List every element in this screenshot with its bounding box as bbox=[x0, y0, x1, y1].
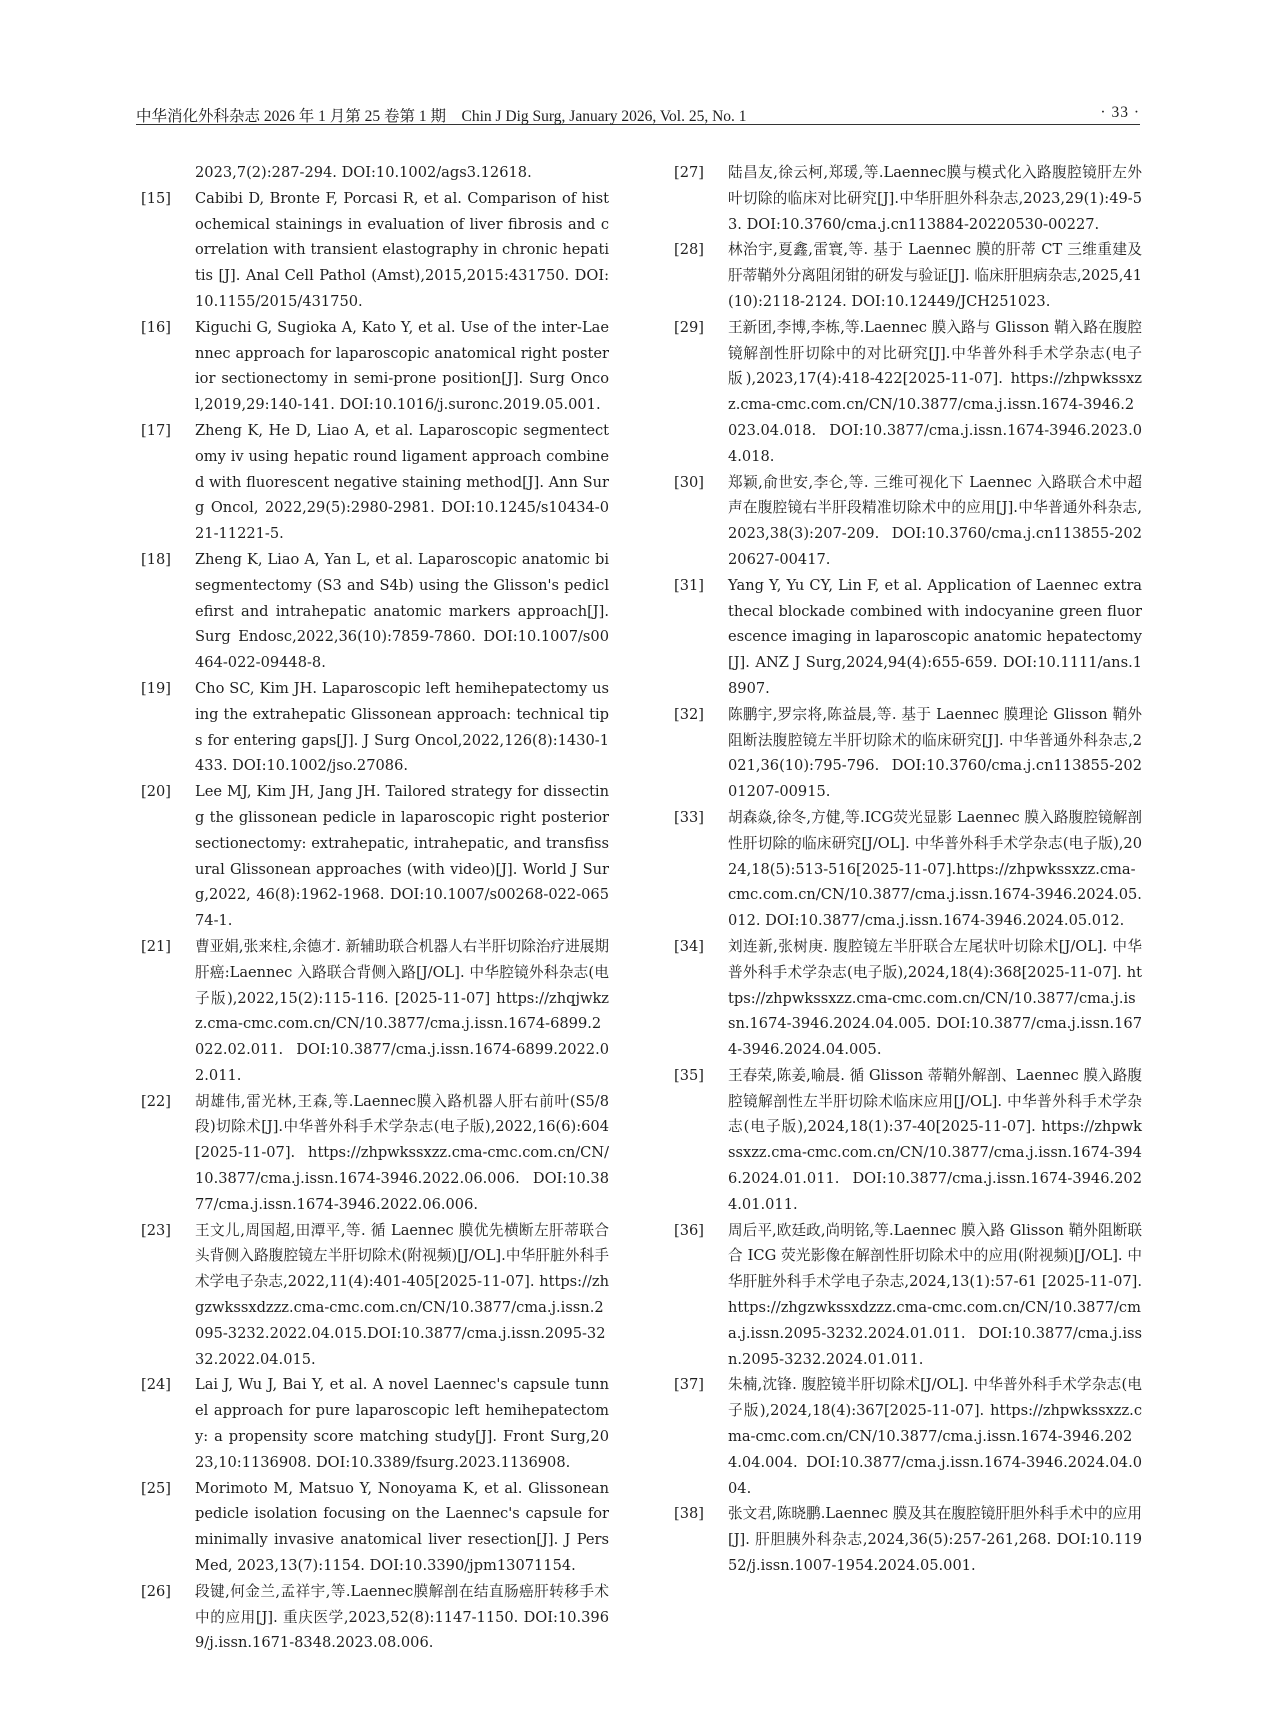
reference-item bbox=[141, 1218, 609, 1373]
reference-text: 周后平,欧廷政,尚明铭,等.Laennec 膜入路 Glisson 鞘外阻断联合 ICG 荧光影像在解剖性肝切除术中的应用(附视频)[J/OL]. 中华肝脏外科手术学电子杂志,2024,13(1):57-61 [2025-11-07]. https://zhgzwkssxdzzz.cma-cmc.com.cn/CN/10.3877/cma.j.issn.2095-3232.2024.01.011. DOI:10.3877/cma.j.issn.2095-3232.2024.01.011. bbox=[728, 1221, 1142, 1368]
reference-item bbox=[674, 573, 1142, 702]
reference-text: Kiguchi G, Sugioka A, Kato Y, et al. Use of the inter-Laennec approach for laparoscopic anatomical right posterior sectionectomy in semi-prone position[J]. Surg Oncol,2019,29:140-141. DOI:10.1016/j.suronc.2019.05.001. bbox=[195, 318, 609, 414]
reference-number: [30] bbox=[674, 473, 704, 491]
reference-number: [31] bbox=[674, 576, 704, 594]
reference-item bbox=[674, 805, 1142, 934]
reference-number: [29] bbox=[674, 318, 704, 336]
reference-text: 胡雄伟,雷光林,王森,等.Laennec膜入路机器人肝右前叶(S5/8段)切除术[J].中华普外科手术学杂志(电子版),2022,16(6):604[2025-11-07]. https://zhpwkssxzz.cma-cmc.com.cn/CN/10.3877/cma.j.issn.1674-3946.2022.06.006. DOI:10.3877/cma.j.issn.1674-3946.2022.06.006. bbox=[195, 1092, 609, 1213]
reference-item bbox=[674, 1218, 1142, 1373]
reference-number: [37] bbox=[674, 1376, 704, 1394]
reference-text: 曹亚娟,张来柱,余德才. 新辅助联合机器人右半肝切除治疗进展期肝癌:Laennec 入路联合背侧入路[J/OL]. 中华腔镜外科杂志(电子版),2022,15(2):115-116. [2025-11-07] https://zhqjwkzz.cma-cmc.com.cn/CN/10.3877/cma.j.issn.1674-6899.2022.02.011. DOI:10.3877/cma.j.issn.1674-6899.2022.02.011. bbox=[195, 937, 609, 1084]
reference-text: Morimoto M, Matsuo Y, Nonoyama K, et al. Glissonean pedicle isolation focusing on the Laennec's capsule for minimally invasive anatomical liver resection[J]. J Pers Med, 2023,13(7):1154. DOI:10.3390/jpm13071154. bbox=[195, 1479, 609, 1575]
reference-number: [36] bbox=[674, 1221, 704, 1239]
reference-text: 王春荣,陈姜,喻晨. 循 Glisson 蒂鞘外解剖、Laennec 膜入路腹腔镜解剖性左半肝切除术临床应用[J/OL]. 中华普外科手术学杂志(电子版),2024,18(1):37-40[2025-11-07]. https://zhpwkssxzz.cma-cmc.com.cn/CN/10.3877/cma.j.issn.1674-3946.2024.01.011. DOI:10.3877/cma.j.issn.1674-3946.2024.01.011. bbox=[728, 1066, 1142, 1213]
reference-number: [16] bbox=[141, 318, 171, 336]
reference-item bbox=[674, 1372, 1142, 1501]
reference-item bbox=[141, 418, 609, 547]
reference-item bbox=[674, 237, 1142, 314]
reference-text: Zheng K, Liao A, Yan L, et al. Laparoscopic anatomic bisegmentectomy (S3 and S4b) using the Glisson's pediclefirst and intrahepatic anatomic markers approach[J]. Surg Endosc,2022,36(10):7859-7860. DOI:10.1007/s00464-022-09448-8. bbox=[195, 550, 609, 672]
reference-column-left bbox=[141, 160, 609, 1656]
reference-text: 朱楠,沈锋. 腹腔镜半肝切除术[J/OL]. 中华普外科手术学杂志(电子版),2024,18(4):367[2025-11-07]. https://zhpwkssxzz.cma-cmc.com.cn/CN/10.3877/cma.j.issn.1674-3946.2024.04.004. DOI:10.3877/cma.j.issn.1674-3946.2024.04.004. bbox=[728, 1376, 1142, 1497]
reference-continuation bbox=[141, 160, 609, 186]
reference-item bbox=[141, 1372, 609, 1475]
reference-number: [24] bbox=[141, 1376, 171, 1394]
reference-item bbox=[141, 676, 609, 779]
reference-text: 张文君,陈晓鹏.Laennec 膜及其在腹腔镜肝胆外科手术中的应用[J]. 肝胆胰外科杂志,2024,36(5):257-261,268. DOI:10.11952/j.issn.1007-1954.2024.05.001. bbox=[728, 1505, 1142, 1575]
reference-number: [35] bbox=[674, 1066, 704, 1084]
reference-number: [17] bbox=[141, 421, 171, 439]
reference-number: [34] bbox=[674, 937, 704, 955]
reference-number: [15] bbox=[141, 189, 171, 207]
running-header bbox=[136, 104, 1140, 125]
reference-number: [38] bbox=[674, 1505, 704, 1523]
reference-number: [22] bbox=[141, 1092, 171, 1110]
reference-text: 郑颖,俞世安,李仑,等. 三维可视化下 Laennec 入路联合术中超声在腹腔镜右半肝段精准切除术中的应用[J].中华普通外科杂志,2023,38(3):207-209. DOI:10.3760/cma.j.cn113855-20220627-00417. bbox=[728, 473, 1142, 568]
reference-item bbox=[141, 1579, 609, 1656]
reference-item bbox=[141, 186, 609, 315]
reference-column-right bbox=[674, 160, 1142, 1579]
reference-item bbox=[674, 1501, 1142, 1578]
reference-text: 段键,何金兰,孟祥宇,等.Laennec膜解剖在结直肠癌肝转移手术中的应用[J]. 重庆医学,2023,52(8):1147-1150. DOI:10.3969/j.issn.1671-8348.2023.08.006. bbox=[195, 1582, 609, 1652]
reference-text: 陆昌友,徐云柯,郑瑗,等.Laennec膜与模式化入路腹腔镜肝左外叶切除的临床对比研究[J].中华肝胆外科杂志,2023,29(1):49-53. DOI:10.3760/cma.j.cn113884-20220530-00227. bbox=[728, 164, 1142, 233]
reference-item bbox=[141, 1089, 609, 1218]
reference-number: [28] bbox=[674, 241, 704, 259]
reference-item bbox=[141, 934, 609, 1089]
reference-text: 王新团,李博,李栋,等.Laennec 膜入路与 Glisson 鞘入路在腹腔镜解剖性肝切除中的对比研究[J].中华普外科手术学杂志(电子版),2023,17(4):418-422[2025-11-07]. https://zhpwkssxzz.cma-cmc.com.cn/CN/10.3877/cma.j.issn.1674-3946.2023.04.018. DOI:10.3877/cma.j.issn.1674-3946.2023.04.018. bbox=[728, 318, 1142, 465]
page-number: · 33 · bbox=[1100, 104, 1140, 121]
reference-number: [23] bbox=[141, 1221, 171, 1239]
reference-item bbox=[141, 315, 609, 418]
reference-item bbox=[674, 315, 1142, 470]
reference-text: Cabibi D, Bronte F, Porcasi R, et al. Comparison of histochemical stainings in evaluation of liver fibrosis and correlation with transient elastography in chronic hepatitis [J]. Anal Cell Pathol (Amst),2015,2015:431750. DOI:10.1155/2015/431750. bbox=[195, 189, 609, 310]
reference-text: 刘连新,张树庚. 腹腔镜左半肝联合左尾状叶切除术[J/OL]. 中华普外科手术学杂志(电子版),2024,18(4):368[2025-11-07]. https://zhpwkssxzz.cma-cmc.com.cn/CN/10.3877/cma.j.issn.1674-3946.2024.04.005. DOI:10.3877/cma.j.issn.1674-3946.2024.04.005. bbox=[728, 937, 1142, 1059]
reference-text: 林治宇,夏鑫,雷寰,等. 基于 Laennec 膜的肝蒂 CT 三维重建及肝蒂鞘外分离阻闭钳的研发与验证[J]. 临床肝胆病杂志,2025,41(10):2118-2124. DOI:10.12449/JCH251023. bbox=[728, 241, 1142, 310]
reference-text: Lee MJ, Kim JH, Jang JH. Tailored strategy for dissecting the glissonean pedicle in laparoscopic right posterior sectionectomy: extrahepatic, intrahepatic, and transfissural Glissonean approaches (with video)[J]. World J Surg,2022, 46(8):1962-1968. DOI:10.1007/s00268-022-06574-1. bbox=[195, 783, 609, 930]
reference-text: 2023,7(2):287-294. DOI:10.1002/ags3.12618. bbox=[195, 164, 532, 181]
reference-number: [20] bbox=[141, 783, 171, 801]
reference-item bbox=[141, 547, 609, 676]
reference-text: Yang Y, Yu CY, Lin F, et al. Application of Laennec extrathecal blockade combined with indocyanine green fluorescence imaging in laparoscopic anatomic hepatectomy[J]. ANZ J Surg,2024,94(4):655-659. DOI:10.1111/ans.18907. bbox=[728, 576, 1142, 697]
reference-text: 王文儿,周国超,田潭平,等. 循 Laennec 膜优先横断左肝蒂联合头背侧入路腹腔镜左半肝切除术(附视频)[J/OL].中华肝脏外科手术学电子杂志,2022,11(4):401-405[2025-11-07]. https://zhgzwkssxdzzz.cma-cmc.com.cn/CN/10.3877/cma.j.issn.2095-3232.2022.04.015.DOI:10.3877/cma.j.issn.2095-3232.2022.04.015. bbox=[195, 1221, 609, 1368]
reference-number: [33] bbox=[674, 808, 704, 826]
reference-text: 胡森焱,徐冬,方健,等.ICG荧光显影 Laennec 膜入路腹腔镜解剖性肝切除的临床研究[J/OL]. 中华普外科手术学杂志(电子版),2024,18(5):513-516[2025-11-07].https://zhpwkssxzz.cma-cmc.com.cn/CN/10.3877/cma.j.issn.1674-3946.2024.05.012. DOI:10.3877/cma.j.issn.1674-3946.2024.05.012. bbox=[728, 808, 1142, 930]
reference-item bbox=[674, 934, 1142, 1063]
reference-item bbox=[674, 470, 1142, 573]
journal-citation: 中华消化外科杂志 2026 年 1 月第 25 卷第 1 期 Chin J Dig Surg, January 2026, Vol. 25, No. 1 bbox=[136, 108, 747, 125]
reference-text: Zheng K, He D, Liao A, et al. Laparoscopic segmentectomy iv using hepatic round ligament approach combined with fluorescent negative staining method[J]. Ann Surg Oncol, 2022,29(5):2980-2981. DOI:10.1245/s10434-021-11221-5. bbox=[195, 421, 609, 543]
reference-text: Cho SC, Kim JH. Laparoscopic left hemihepatectomy using the extrahepatic Glissonean approach: technical tips for entering gaps[J]. J Surg Oncol,2022,126(8):1430-1433. DOI:10.1002/jso.27086. bbox=[195, 679, 609, 775]
reference-item bbox=[674, 160, 1142, 237]
reference-item bbox=[674, 702, 1142, 805]
reference-number: [25] bbox=[141, 1479, 171, 1497]
reference-number: [27] bbox=[674, 164, 704, 181]
reference-number: [21] bbox=[141, 937, 171, 955]
reference-number: [18] bbox=[141, 550, 171, 568]
reference-item bbox=[141, 1476, 609, 1579]
reference-item bbox=[141, 779, 609, 934]
reference-number: [32] bbox=[674, 705, 704, 723]
reference-number: [19] bbox=[141, 679, 171, 697]
reference-number: [26] bbox=[141, 1582, 171, 1600]
reference-item bbox=[674, 1063, 1142, 1218]
reference-text: Lai J, Wu J, Bai Y, et al. A novel Laennec's capsule tunnel approach for pure laparoscopic left hemihepatectomy: a propensity score matching study[J]. Front Surg,2023,10:1136908. DOI:10.3389/fsurg.2023.1136908. bbox=[195, 1376, 609, 1471]
reference-text: 陈鹏宇,罗宗将,陈益晨,等. 基于 Laennec 膜理论 Glisson 鞘外阻断法腹腔镜左半肝切除术的临床研究[J]. 中华普通外科杂志,2021,36(10):795-796. DOI:10.3760/cma.j.cn113855-20201207-00915. bbox=[728, 705, 1142, 801]
